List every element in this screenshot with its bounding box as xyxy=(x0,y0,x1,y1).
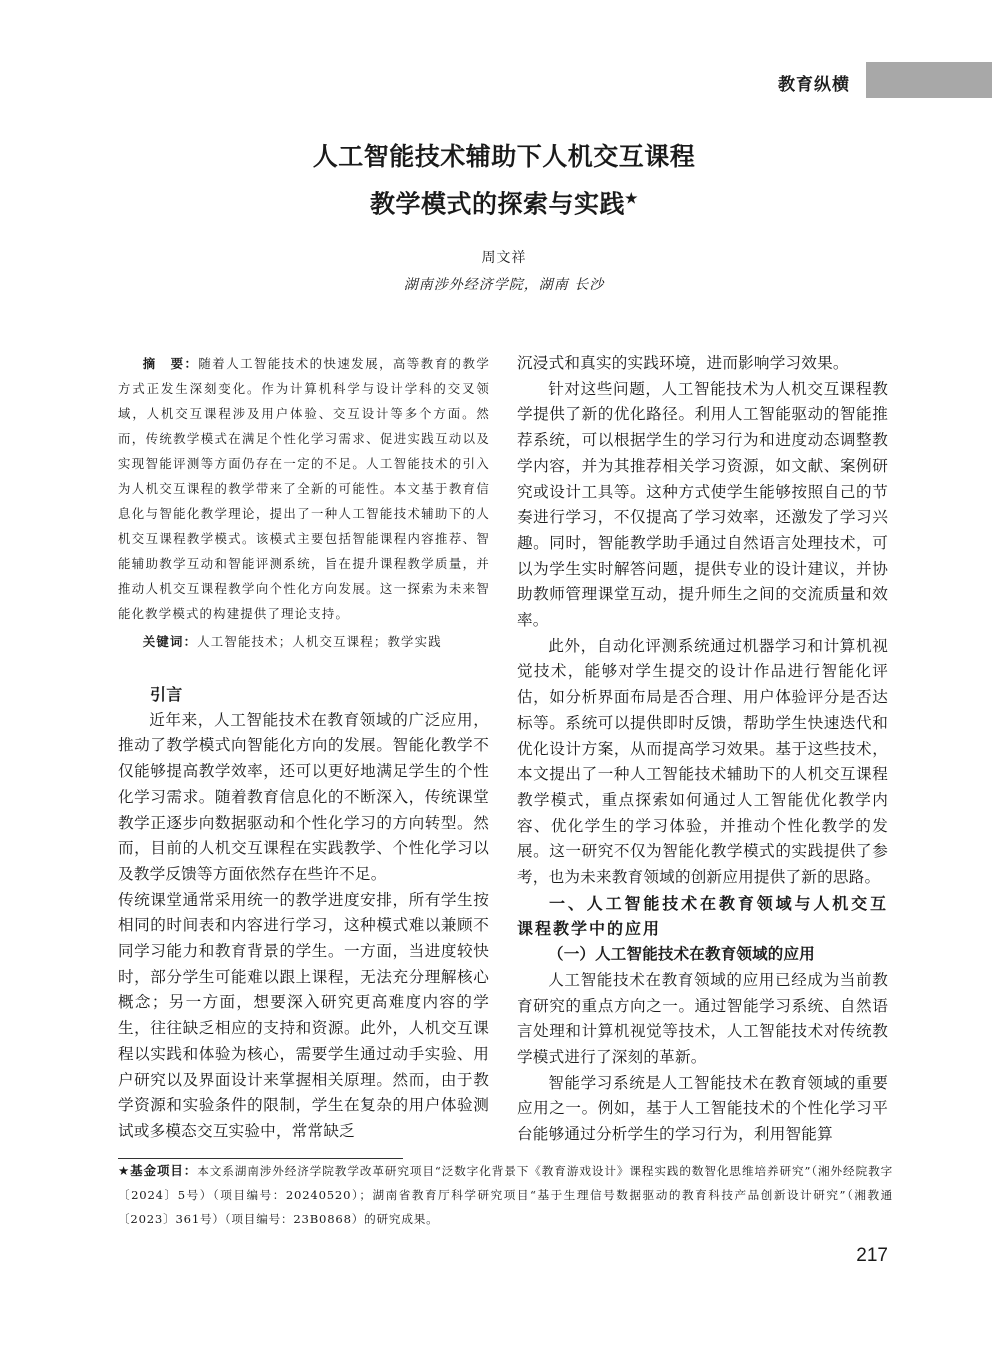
keywords-text: 人工智能技术；人机交互课程；教学实践 xyxy=(197,634,442,649)
star-icon: ★ xyxy=(624,191,639,207)
abstract-text: 随着人工智能技术的快速发展，高等教育的教学方式正发生深刻变化。作为计算机科学与设计学科的交叉领域，人机交互课程涉及用户体验、交互设计等多个方面。然而，传统教学模式在满足个性化学习需求、促进实践互动以及实现智能评测等方面仍存在一定的不足。人工智能技术的引入为人机交互课程的教学带来了全新的可能性。本文基于教育信息化与智能化教学理论，提出了一种人工智能技术辅助下的人机交互课程教学模式。该模式主要包括智能课程内容推荐、智能辅助教学互动和智能评测系统，旨在提升课程教学质量，并推动人机交互课程教学向个性化方向发展。这一探索为未来智能化教学模式的构建提供了理论支持。 xyxy=(118,356,490,621)
page-number: 217 xyxy=(856,1244,888,1266)
article-body xyxy=(118,0,893,1297)
abstract xyxy=(118,351,490,654)
footnote-label: ★基金项目： xyxy=(118,1162,198,1178)
left-side xyxy=(118,351,490,1145)
title-line-2-text: 教学模式的探索与实践 xyxy=(369,189,625,219)
affiliation: 湖南涉外经济学院，湖南 长沙 xyxy=(403,277,605,293)
paragraph: 近年来，人工智能技术在教育领域的广泛应用，推动了教学模式向智能化方向的发展。智能化教学不仅能够提高教学效率，还可以更好地满足学生的个性化学习需求。随着教育信息化的不断深入，传统课堂教学正逐步向数据驱动和个性化学习的方向转型。然而，目前的人机交互课程在实践教学、个性化学习以及教学反馈等方面依然存在些许不足。 xyxy=(118,710,489,883)
right-column xyxy=(517,351,888,1148)
paragraph: 沉浸式和真实的实践环境，进而影响学习效果。 xyxy=(517,354,849,372)
section-tag: 教育纵横 xyxy=(778,75,850,95)
footnote xyxy=(118,1159,893,1231)
footnote-text: 本文系湖南涉外经济学院教学改革研究项目“泛数字化背景下《教育游戏设计》课程实践的数智化思维培养研究”（湘外经院教字〔2024〕5号）（项目编号：20240520）；湖南省教育厅科学研究项目“基于生理信号数据驱动的教育科技产品创新设计研究”（湘教通〔2023〕361号）（项目编号：23B0868）的研究成果。 xyxy=(118,1163,893,1226)
keywords-label: 关键词： xyxy=(142,634,198,649)
author: 周文祥 xyxy=(481,250,527,266)
section-heading: 一、人工智能技术在教育领域与人机交互课程教学中的应用 xyxy=(517,893,888,939)
keywords xyxy=(118,629,490,654)
abstract-label: 摘 要： xyxy=(142,356,199,371)
abstract-paragraph xyxy=(118,351,490,626)
paragraph: 人工智能技术在教育领域的应用已经成为当前教育研究的重点方向之一。通过智能学习系统、自然语言处理和计算机视觉等技术，人工智能技术对传统教学模式进行了深刻的革新。 xyxy=(517,970,888,1066)
columns xyxy=(118,351,888,1148)
paragraph: 针对这些问题，人工智能技术为人机交互课程教学提供了新的优化路径。利用人工智能驱动的智能推荐系统，可以根据学生的学习行为和进度动态调整教学内容，并为其推荐相关学习资源，如文献、案例研究或设计工具等。这种方式使学生能够按照自己的节奏进行学习，不仅提高了学习效率，还激发了学习兴趣。同时，智能教学助手通过自然语言处理技术，可以为学生实时解答问题，提供专业的设计建议，并协助教师管理课堂互动，提升师生之间的交流质量和效率。 xyxy=(517,379,888,630)
title-line-1: 人工智能技术辅助下人机交互课程 xyxy=(312,142,696,171)
paragraph: 此外，自动化评测系统通过机器学习和计算机视觉技术，能够对学生提交的设计作品进行智能化评估，如分析界面布局是否合理、用户体验评分是否达标等。系统可以提供即时反馈，帮助学生快速迭代和优化设计方案，从而提高学习效果。基于这些技术，本文提出了一种人工智能技术辅助下的人机交互课程教学模式，重点探索如何通过人工智能优化教学内容、优化学生的学习体验，并推动个性化教学的发展。这一研究不仅为智能化教学模式的实践提供了参考，也为未来教育领域的创新应用提供了新的思路。 xyxy=(517,636,888,887)
paragraph: 传统课堂通常采用统一的教学进度安排，所有学生按相同的时间表和内容进行学习，这种模式难以兼顾不同学习能力和教育背景的学生。一方面，当进度较快时，部分学生可能难以跟上课程，无法充分理解核心概念；另一方面，想要深入研究更高难度内容的学生，往往缺乏相应的支持和资源。此外，人机交互课程以实践和体验为核心，需要学生通过动手实验、用户研究以及界面设计来掌握相关原理。然而，由于教学资源和实验条件的限制，学生在复杂的用户体验测试或多模态交互实验中，常常缺乏 xyxy=(118,890,489,1140)
paragraph: 智能学习系统是人工智能技术在教育领域的重要应用之一。例如，基于人工智能技术的个性化学习平台能够通过分析学生的学习行为，利用智能算 xyxy=(517,1073,888,1144)
left-column xyxy=(118,682,489,1145)
subsection-heading: （一）人工智能技术在教育领域的应用 xyxy=(548,945,815,964)
intro-heading: 引言 xyxy=(150,685,183,704)
